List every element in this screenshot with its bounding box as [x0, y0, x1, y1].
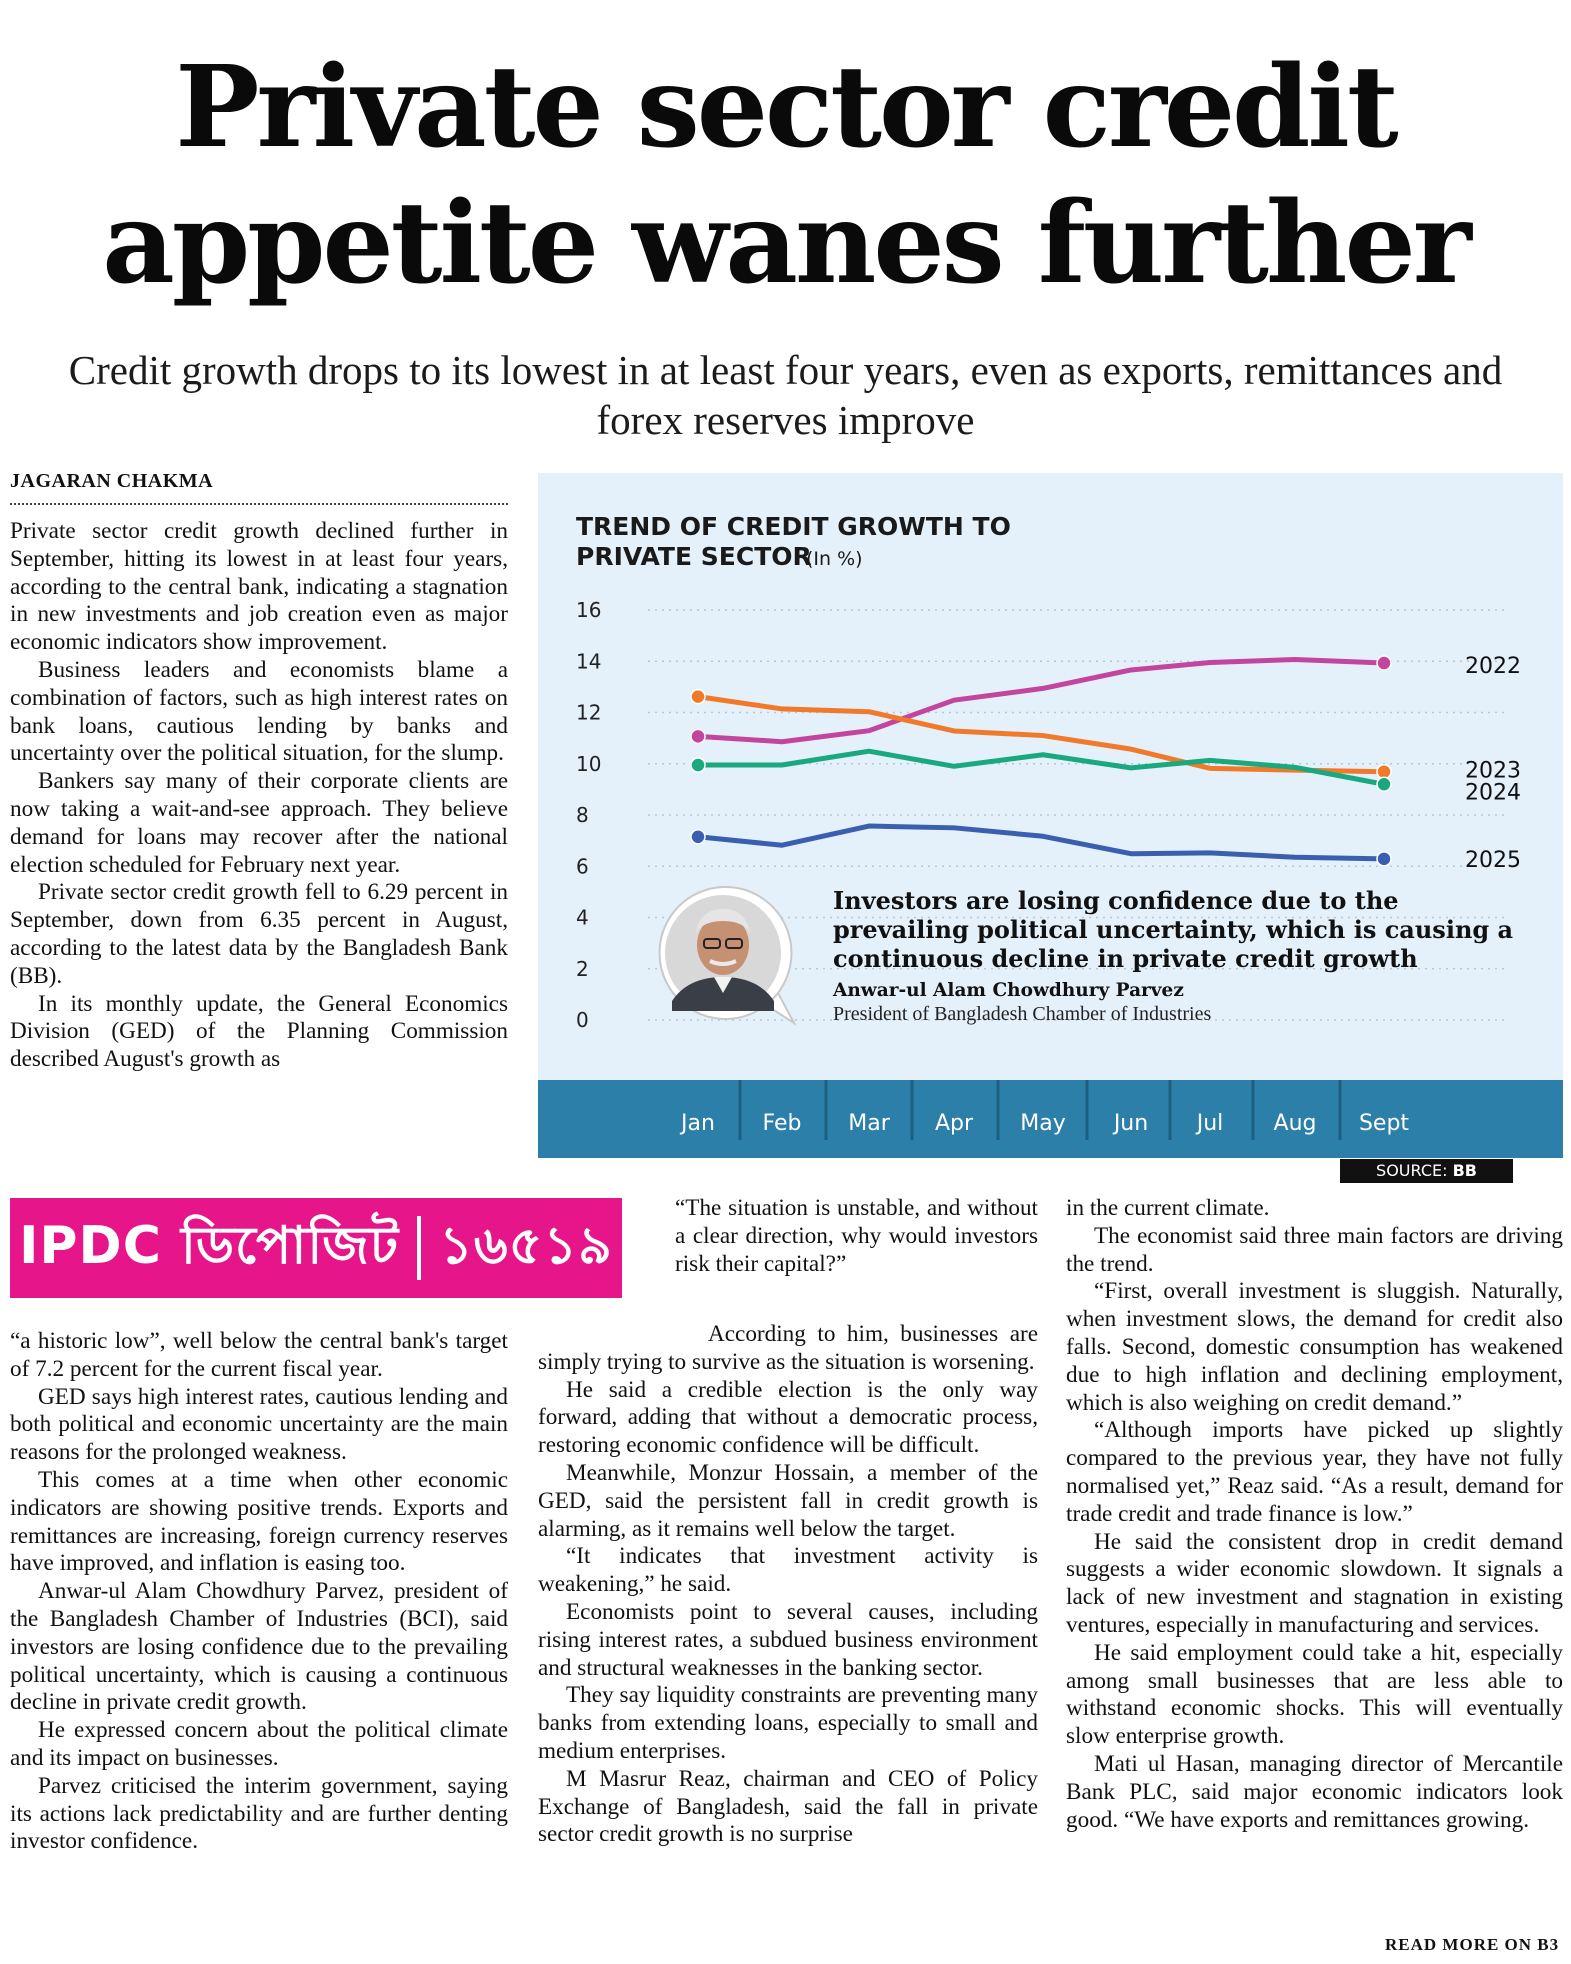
- series-point-2023: [691, 690, 705, 704]
- paragraph: In its monthly update, the General Economics Division (GED) of the Planning Commission described August's growth as: [10, 990, 508, 1073]
- paragraph: “First, overall investment is sluggish. Naturally, when investment slows, the demand for credit also falls. Second, domestic consumption has weakened due to high inflation and declining employment, which is also weighing on credit demand.”: [1066, 1278, 1563, 1416]
- series-label-2022: 2022: [1465, 654, 1521, 680]
- x-tick-label: May: [1020, 1111, 1066, 1136]
- paragraph: Parvez criticised the interim government, saying its actions lack predictability and are further denting investor confidence.: [10, 1772, 508, 1855]
- y-tick-label: 10: [576, 751, 602, 776]
- x-tick-label: Apr: [934, 1111, 974, 1136]
- paragraph: Anwar-ul Alam Chowdhury Parvez, president of the Bangladesh Chamber of Industries (BCI), said investors are losing confidence due to the prevailing political uncertainty, which is causing a continuous decline in private credit growth.: [10, 1578, 508, 1716]
- y-tick-label: 6: [576, 854, 589, 879]
- x-tick-label: Jan: [681, 1111, 715, 1136]
- ad-divider: [417, 1216, 421, 1280]
- column-1-top: [10, 518, 508, 1162]
- series-line-2025: [698, 826, 1384, 859]
- y-tick-label: 2: [576, 956, 589, 981]
- byline-rule: [10, 503, 508, 505]
- ad-brand: IPDC ডিপোজিট: [19, 1215, 400, 1276]
- series-point-2025: [1377, 852, 1391, 866]
- paragraph: in the current climate.: [1066, 1195, 1270, 1221]
- ipdc-deposit-ad[interactable]: [10, 1198, 622, 1298]
- headline: Private sector credit appetite wanes further: [102, 42, 1469, 309]
- chart-title-line-2: PRIVATE SECTOR: [576, 542, 812, 571]
- series-point-2024: [1377, 777, 1391, 791]
- paragraph: He expressed concern about the political climate and its impact on businesses.: [10, 1717, 508, 1771]
- avatar: [648, 881, 798, 1031]
- y-tick-label: 4: [576, 905, 589, 930]
- ad-number: ১৬৫১৯: [439, 1215, 613, 1276]
- source-label: SOURCE:: [1376, 1161, 1453, 1180]
- chart-source: [1340, 1159, 1513, 1183]
- paragraph: Mati ul Hasan, managing director of Mercantile Bank PLC, said major economic indicators look good. “We have exports and remittances growing.: [1066, 1750, 1563, 1833]
- series-point-2024: [691, 758, 705, 772]
- series-point-2022: [1377, 656, 1391, 670]
- paragraph: They say liquidity constraints are preventing many banks from extending loans, especially to small and medium enterprises.: [538, 1682, 1038, 1764]
- x-tick-label: Aug: [1273, 1111, 1317, 1136]
- paragraph: He said a credible election is the only way forward, adding that without a democratic process, restoring economic confidence will be difficult.: [538, 1376, 1038, 1459]
- paragraph: “The situation is unstable, and without a clear direction, why would investors risk their capital?”: [675, 1195, 1038, 1277]
- x-axis: [538, 1080, 1563, 1158]
- series-line-2022: [698, 659, 1384, 741]
- x-tick-label: Jun: [1113, 1111, 1149, 1136]
- paragraph: GED says high interest rates, cautious lending and both political and economic uncertainty are the main reasons for the prolonged weakness.: [10, 1383, 508, 1466]
- x-tick-label: Feb: [762, 1111, 802, 1136]
- series-label-2024: 2024: [1465, 780, 1521, 806]
- paragraph: M Masrur Reaz, chairman and CEO of Policy Exchange of Bangladesh, said the fall in private sector credit growth is no surprise: [538, 1765, 1038, 1848]
- pull-quote: Investors are losing confidence due to the prevailing political uncertainty, which is causing a continuous decline in private credit growth: [833, 886, 1514, 973]
- column-3: [1066, 1195, 1563, 1911]
- x-tick-label: Sept: [1358, 1111, 1410, 1136]
- y-tick-label: 16: [576, 598, 602, 622]
- source-value: BB: [1452, 1161, 1477, 1180]
- credit-growth-chart: [538, 473, 1563, 1158]
- series-label-2023: 2023: [1465, 758, 1521, 784]
- paragraph: Business leaders and economists blame a combination of factors, such as high interest rates on bank loans, cautious lending by banks and uncertainty over the political situation, for the slump.: [10, 656, 508, 767]
- paragraph: He said employment could take a hit, especially among small businesses that are less able to withstand economic shocks. This will eventually slow enterprise growth.: [1066, 1639, 1563, 1750]
- deck: Credit growth drops to its lowest in at least four years, even as exports, remittances and forex reserves improve: [68, 347, 1503, 443]
- paragraph: “It indicates that investment activity is weakening,” he said.: [538, 1543, 1038, 1598]
- paragraph: Meanwhile, Monzur Hossain, a member of the GED, said the persistent fall in credit growth is alarming, as it remains well below the target.: [538, 1459, 1038, 1542]
- paragraph: “a historic low”, well below the central bank's target of 7.2 percent for the current fiscal year.: [10, 1328, 508, 1382]
- paragraph: “Although imports have picked up slightly compared to the previous year, they have not fully normalised yet,” Reaz said. “As a result, demand for trade credit and trade finance is low.”: [1066, 1417, 1563, 1527]
- byline: JAGARAN CHAKMA: [10, 470, 214, 492]
- y-tick-label: 12: [576, 700, 602, 725]
- column-2: [538, 1321, 1038, 1958]
- chart-svg: [538, 473, 1563, 1158]
- series-line-2024: [698, 751, 1384, 784]
- series-point-2025: [691, 830, 705, 844]
- series-label-2025: 2025: [1465, 847, 1521, 873]
- paragraph: Private sector credit growth declined further in September, hitting its lowest in at least four years, according to the central bank, indicating a stagnation in new investments and job creation even as major economic indicators show improvement.: [10, 518, 508, 656]
- read-more-link[interactable]: READ MORE ON B3: [1385, 1935, 1560, 1954]
- pull-quote-title: President of Bangladesh Chamber of Industries: [833, 1003, 1212, 1025]
- x-tick-label: Jul: [1196, 1111, 1224, 1136]
- y-tick-label: 14: [576, 649, 602, 674]
- paragraph: He said the consistent drop in credit demand suggests a wider economic slowdown. It signals a lack of new investment and stagnation in existing ventures, especially in manufacturing and services.: [1066, 1528, 1563, 1638]
- column-1-bottom: [10, 1328, 508, 1958]
- paragraph: The economist said three main factors are driving the trend.: [1066, 1222, 1563, 1277]
- y-tick-label: 0: [576, 1008, 589, 1032]
- series-point-2022: [691, 729, 705, 743]
- paragraph: Economists point to several causes, including rising interest rates, a subdued business environment and structural weaknesses in the banking sector.: [538, 1598, 1038, 1681]
- paragraph: According to him, businesses are simply trying to survive as the situation is worsening.: [538, 1321, 1038, 1375]
- paragraph: Private sector credit growth fell to 6.29 percent in September, down from 6.35 percent in August, according to the latest data by the Bangladesh Bank (BB).: [10, 879, 508, 989]
- paragraph: This comes at a time when other economic indicators are showing positive trends. Exports and remittances are increasing, foreign currency reserves have improved, and inflation is easing too.: [10, 1466, 508, 1577]
- chart-title-line-1: TREND OF CREDIT GROWTH TO: [576, 512, 1011, 541]
- x-tick-label: Mar: [848, 1111, 890, 1136]
- chart-unit: (In %): [806, 548, 863, 570]
- y-tick-label: 8: [576, 803, 589, 827]
- column-2-top: [675, 1195, 1038, 1278]
- pull-quote-name: Anwar-ul Alam Chowdhury Parvez: [833, 980, 1184, 1001]
- paragraph: Bankers say many of their corporate clients are now taking a wait-and-see approach. They believe demand for loans may recover after the national election scheduled for February next year.: [10, 768, 508, 878]
